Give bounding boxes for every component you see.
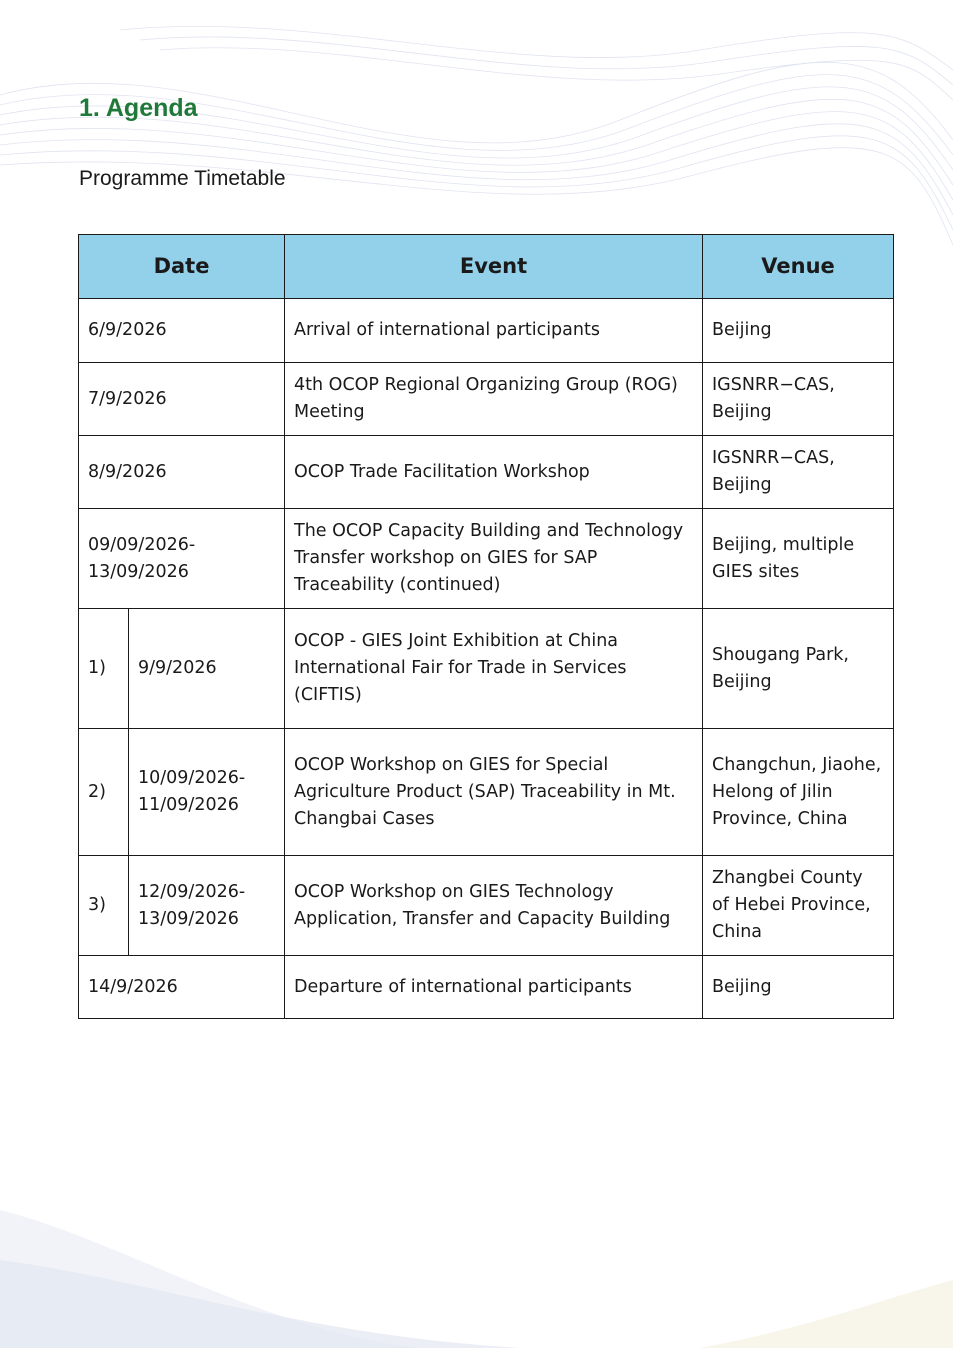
row-venue: IGSNRR−CAS, Beijing [703, 436, 894, 509]
table-row [79, 299, 894, 363]
programme-timetable [78, 234, 894, 1019]
row-event: OCOP - GIES Joint Exhibition at China International Fair for Trade in Services (CIFTIS) [285, 609, 703, 729]
row-date: 7/9/2026 [79, 363, 285, 436]
row-venue: IGSNRR−CAS, Beijing [703, 363, 894, 436]
row-date: 14/9/2026 [79, 956, 285, 1019]
table-row [79, 956, 894, 1019]
row-venue: Changchun, Jiaohe, Helong of Jilin Province, China [703, 729, 894, 856]
table-header-row [79, 235, 894, 299]
section-heading: 1. Agenda [79, 94, 198, 122]
table-row [79, 436, 894, 509]
row-date: 12/09/2026-13/09/2026 [129, 856, 285, 956]
row-date: 10/09/2026-11/09/2026 [129, 729, 285, 856]
row-venue: Zhangbei County of Hebei Province, China [703, 856, 894, 956]
header-venue: Venue [703, 235, 894, 299]
row-date: 6/9/2026 [79, 299, 285, 363]
row-date: 8/9/2026 [79, 436, 285, 509]
row-date: 09/09/2026-13/09/2026 [79, 509, 285, 609]
table-row [79, 856, 894, 956]
table-row [79, 363, 894, 436]
row-event: OCOP Trade Facilitation Workshop [285, 436, 703, 509]
row-number: 2) [79, 729, 129, 856]
row-venue: Beijing [703, 299, 894, 363]
row-venue: Shougang Park, Beijing [703, 609, 894, 729]
row-event: The OCOP Capacity Building and Technology Transfer workshop on GIES for SAP Traceability (continued) [285, 509, 703, 609]
table-caption: Programme Timetable [79, 167, 286, 190]
header-date: Date [79, 235, 285, 299]
table-row [79, 729, 894, 856]
row-number: 3) [79, 856, 129, 956]
row-event: 4th OCOP Regional Organizing Group (ROG) Meeting [285, 363, 703, 436]
table-row [79, 509, 894, 609]
row-number: 1) [79, 609, 129, 729]
header-event: Event [285, 235, 703, 299]
row-event: Departure of international participants [285, 956, 703, 1019]
table-row [79, 609, 894, 729]
row-date: 9/9/2026 [129, 609, 285, 729]
row-venue: Beijing [703, 956, 894, 1019]
row-venue: Beijing, multiple GIES sites [703, 509, 894, 609]
row-event: Arrival of international participants [285, 299, 703, 363]
row-event: OCOP Workshop on GIES for Special Agriculture Product (SAP) Traceability in Mt. Changbai Cases [285, 729, 703, 856]
row-event: OCOP Workshop on GIES Technology Application, Transfer and Capacity Building [285, 856, 703, 956]
